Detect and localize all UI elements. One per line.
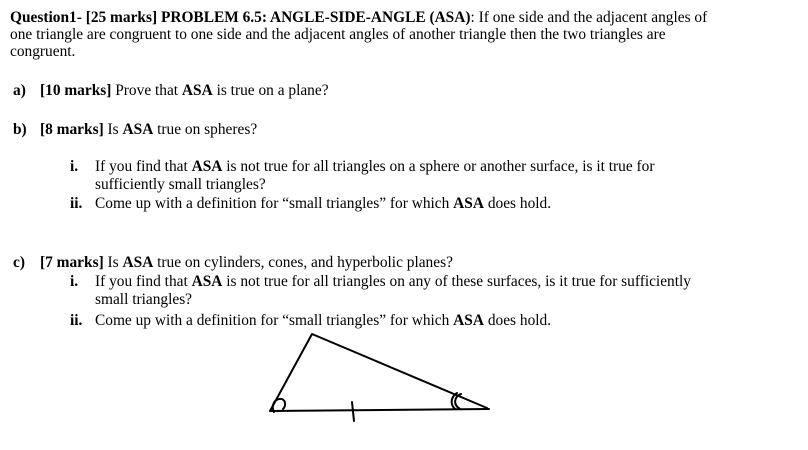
question-text-1: : If one side and the adjacent angles of [470,9,708,26]
side-tick-mark [352,402,354,421]
part-b-item-i-before: If you find that [95,158,192,175]
part-a-letter: a) [13,82,26,99]
part-c-text-after: true on cylinders, cones, and hyperbolic planes? [153,254,453,271]
part-c-marks: [7 marks] [40,254,104,271]
part-c-item-i-before: If you find that [95,273,192,290]
part-a-text-after: is true on a plane? [212,82,329,99]
part-c-item-i-after: is not true for all triangles on any of these surfaces, is it true for sufficiently [222,273,691,290]
part-a-marks: [10 marks] [40,82,112,99]
part-c-letter: c) [13,254,25,271]
part-c-item-ii-numeral: ii. [70,312,83,329]
question-text-3: congruent. [10,43,76,60]
part-b-item-ii-numeral: ii. [70,195,83,212]
problem-title: PROBLEM 6.5: ANGLE-SIDE-ANGLE (ASA) [160,9,471,26]
part-a-text-before: Prove that [111,82,182,99]
part-b-marks: [8 marks] [40,121,104,138]
part-b-text-before: Is [103,121,123,138]
part-b-item-ii-before: Come up with a definition for “small triangles” for which [95,195,454,212]
part-b-item-i-line-2: sufficiently small triangles? [95,176,266,193]
part-c-item-ii-asa: ASA [453,312,484,329]
question-text-2: one triangle are congruent to one side and the adjacent angles of another triangle then the two triangles are [10,26,666,43]
part-c-item-i-asa: ASA [191,273,223,290]
part-b-asa: ASA [122,121,154,138]
part-b-text-after: true on spheres? [153,121,258,138]
part-c-item-ii-before: Come up with a definition for “small triangles” for which [95,312,454,329]
part-a-asa: ASA [181,82,213,99]
question-marks: [25 marks] [85,9,158,26]
part-c-item-i-line-2: small triangles? [95,291,193,308]
part-c-item-i-numeral: i. [70,273,79,290]
part-c-item-ii-after: does hold. [483,312,552,329]
triangle-base [270,409,489,411]
part-b-item-ii-asa: ASA [453,195,484,212]
part-b-letter: b) [13,121,27,138]
part-b-item-ii-after: does hold. [483,195,552,212]
part-b-item-i-numeral: i. [70,158,79,175]
part-c-text-before: Is [103,254,123,271]
part-b-item-i-asa: ASA [191,158,223,175]
part-b-item-i-after: is not true for all triangles on a sphere or another surface, is it true for [222,158,655,175]
part-c-asa: ASA [122,254,154,271]
question-label: Question1- [10,9,82,26]
